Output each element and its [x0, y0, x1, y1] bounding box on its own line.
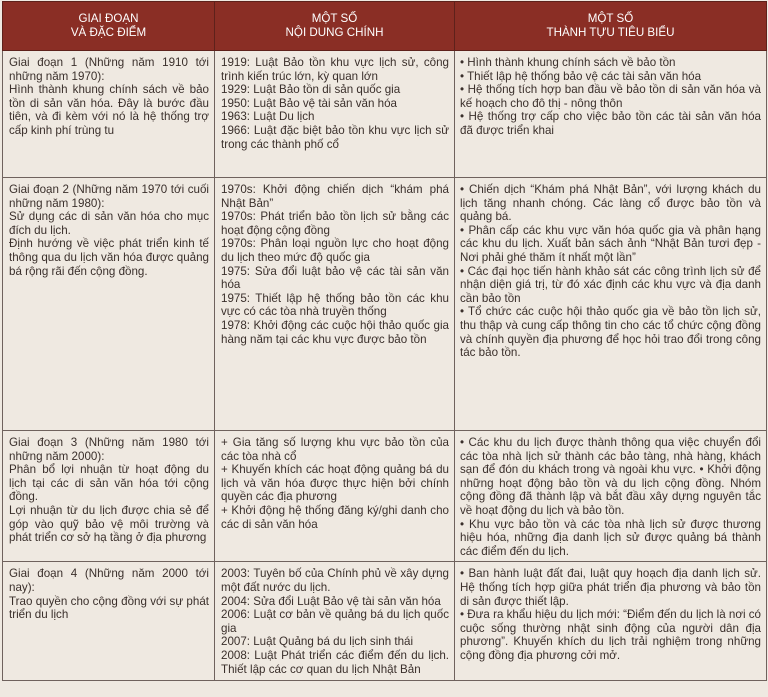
- content-item: + Khởi động hệ thống đăng ký/ghi danh cho các di sản văn hóa: [221, 503, 449, 531]
- header-achievements: [455, 2, 767, 51]
- content-item: 2003: Tuyên bố của Chính phủ về xây dựng một đất nước du lịch.: [221, 567, 449, 594]
- stage-title: Giai đoạn 1 (Những năm 1910 tới những năm 1970):: [9, 56, 209, 83]
- achievement-item: • Ban hành luật đất đai, luật quy hoạch địa danh lịch sử. Hệ thống tích hợp giữa phát triển địa phương và bảo tồn di sản được thiết lập.: [460, 567, 761, 608]
- header-stage: [3, 2, 215, 51]
- stage-description: Lợi nhuận từ du lịch được chia sẻ để góp vào quỹ bảo vệ môi trường và phát triển cơ sở hạ tầng ở địa phương: [9, 503, 209, 545]
- table-row-stage-1: [3, 51, 767, 178]
- stage-title: Giai đoạn 3 (Những năm 1980 tới những năm 2000):: [9, 436, 209, 463]
- content-item: 1929: Luật Bảo tồn di sản quốc gia: [221, 83, 401, 97]
- header-achievements-line1: MỘT SỐ: [587, 12, 634, 25]
- achievements-cell: [455, 562, 767, 681]
- contents-cell: [215, 51, 455, 178]
- table-row-stage-3: [3, 431, 767, 562]
- header-contents-line1: MỘT SỐ: [311, 12, 358, 25]
- stage-cell: [3, 562, 215, 681]
- content-item: 2008: Luật Phát triển các điểm đến du lịch. Thiết lập các cơ quan du lịch Nhật Bản: [221, 648, 449, 676]
- content-item: 2004: Sửa đổi Luật Bảo vệ tài sản văn hóa: [221, 594, 441, 608]
- content-item: 1970s: Phát triển bảo tồn lịch sử bằng các hoạt động cộng đồng: [221, 210, 449, 237]
- content-item: 1966: Luật đặc biệt bảo tồn khu vực lịch sử trong các thành phố cổ: [221, 123, 449, 151]
- stage-description: Trao quyền cho cộng đồng với sự phát triển du lịch: [9, 594, 209, 622]
- header-achievements-line2: THÀNH TỰU TIÊU BIỂU: [546, 26, 675, 39]
- achievement-item: • Thiết lập hệ thống bảo vệ các tài sản văn hóa: [460, 69, 702, 83]
- header-stage-line2: VÀ ĐẶC ĐIỂM: [70, 26, 147, 39]
- achievement-item: • Chiến dịch “Khám phá Nhật Bản”, với lượng khách du lịch tăng nhanh chóng. Các làng cổ được bảo tồn và quảng bá.: [460, 183, 761, 224]
- header-contents: [215, 2, 455, 51]
- content-item: 1975: Sửa đổi luật bảo vệ các tài sản văn hóa: [221, 264, 449, 292]
- achievement-item: • Đưa ra khẩu hiệu du lịch mới: “Điểm đến du lịch là nơi có cuộc sống thường nhật sinh động của người dân địa phương”. Khuyến khích du lịch trải nghiệm trong những cộng đồng địa phương cởi mở.: [460, 608, 761, 662]
- contents-cell: [215, 178, 455, 431]
- content-item: 1963: Luật Du lịch: [221, 110, 315, 124]
- content-item: 2007: Luật Quảng bá du lịch sinh thái: [221, 635, 414, 649]
- achievement-item: • Phân cấp các khu vực văn hóa quốc gia và phân hạng các khu du lịch. Xuất bản sách ảnh “Nhật Bản tươi đẹp - Nơi phải ghé thăm ít nhất một lần”: [460, 223, 761, 264]
- stage-description: Hình thành khung chính sách về bảo tồn di sản văn hóa. Đây là bước đầu tiên, và đi kèm với nó là hệ thống trợ cấp kinh phí trùng tu: [9, 83, 209, 137]
- stage-description: Sử dụng các di sản văn hóa cho mục đích du lịch.: [9, 210, 209, 237]
- stage-cell: [3, 51, 215, 178]
- heritage-tourism-table: [2, 1, 767, 681]
- achievement-item: • Tổ chức các cuộc hội thảo quốc gia về bảo tồn lịch sử, thu thập và cung cấp thông tin cho các tổ chức cộng đồng và chính quyền địa phương để học hỏi trao đổi trong công tác bảo tồn.: [460, 305, 761, 360]
- content-item: + Khuyến khích các hoạt động quảng bá du lịch và văn hóa được thực hiện bởi chính quyền các địa phương: [221, 463, 449, 504]
- achievement-item: • Các đại học tiến hành khảo sát các công trình lịch sử để nhận diện giá trị, từ đó xác định các khu vực và địa danh cần bảo tồn: [460, 264, 761, 305]
- achievement-item: • Hệ thống trợ cấp cho việc bảo tồn các tài sản văn hóa đã được triển khai: [460, 110, 761, 137]
- header-row: [3, 2, 767, 51]
- contents-cell: [215, 562, 455, 681]
- header-stage-line1: GIAI ĐOẠN: [78, 12, 139, 25]
- achievements-cell: [455, 178, 767, 431]
- achievements-cell: [455, 431, 767, 562]
- stage-cell: [3, 431, 215, 562]
- content-item: + Gia tăng số lượng khu vực bảo tồn của các tòa nhà cổ: [221, 436, 449, 463]
- contents-cell: [215, 431, 455, 562]
- content-item: 1978: Khởi động các cuộc hội thảo quốc gia hàng năm tại các khu vực được bảo tồn: [221, 318, 449, 346]
- achievements-cell: [455, 51, 767, 178]
- achievement-item: • Khu vực bảo tồn và các tòa nhà lịch sử được thương hiệu hóa, những địa danh lịch sử được quảng bá thành các điểm đến du lịch.: [460, 517, 761, 558]
- content-item: 1950: Luật Bảo vệ tài sản văn hóa: [221, 96, 397, 110]
- stage-cell: [3, 178, 215, 431]
- table-row-stage-4: [3, 562, 767, 681]
- stage-description: Phân bổ lợi nhuận từ hoạt động du lịch tại các di sản văn hóa tới cộng đồng.: [9, 463, 209, 504]
- stage-title: Giai đoạn 2 (Những năm 1970 tới cuối những năm 1980):: [9, 183, 209, 210]
- content-item: 1919: Luật Bảo tồn khu vực lịch sử, công trình kiến trúc lớn, kỳ quan lớn: [221, 56, 449, 83]
- header-contents-line2: NỘI DUNG CHÍNH: [285, 26, 384, 39]
- stage-description: Định hướng về việc phát triển kinh tế thông qua du lịch văn hóa được quảng bá rộng rãi đến cộng đồng.: [9, 237, 209, 278]
- content-item: 2006: Luật cơ bản về quảng bá du lịch quốc gia: [221, 608, 449, 635]
- stage-title: Giai đoạn 4 (Những năm 2000 tới nay):: [9, 567, 209, 594]
- achievement-item: • Các khu du lịch được thành thông qua việc chuyển đổi các tòa nhà lịch sử thành các bảo tàng, nhà hàng, khách sạn để đón du khách trong và ngoài khu vực. • Khởi động những hoạt động bảo tồn và du lịch cộng đồng. Nhóm cộng đồng đã thành lập và bắt đầu xây dựng nguyên tắc về hoạt động du lịch và bảo tồn.: [460, 436, 761, 517]
- content-item: 1970s: Phân loại nguồn lực cho hoạt động du lịch theo mức độ quốc gia: [221, 237, 449, 264]
- table-row-stage-2: [3, 178, 767, 431]
- achievement-item: • Hình thành khung chính sách về bảo tồn: [460, 56, 676, 69]
- achievement-item: • Hệ thống tích hợp ban đầu về bảo tồn di sản văn hóa và kế hoạch cho đô thị - nông thôn: [460, 83, 761, 110]
- content-item: 1975: Thiết lập hệ thống bảo tồn các khu vực có các tòa nhà truyền thống: [221, 291, 449, 319]
- content-item: 1970s: Khởi động chiến dịch “khám phá Nhật Bản”: [221, 183, 449, 210]
